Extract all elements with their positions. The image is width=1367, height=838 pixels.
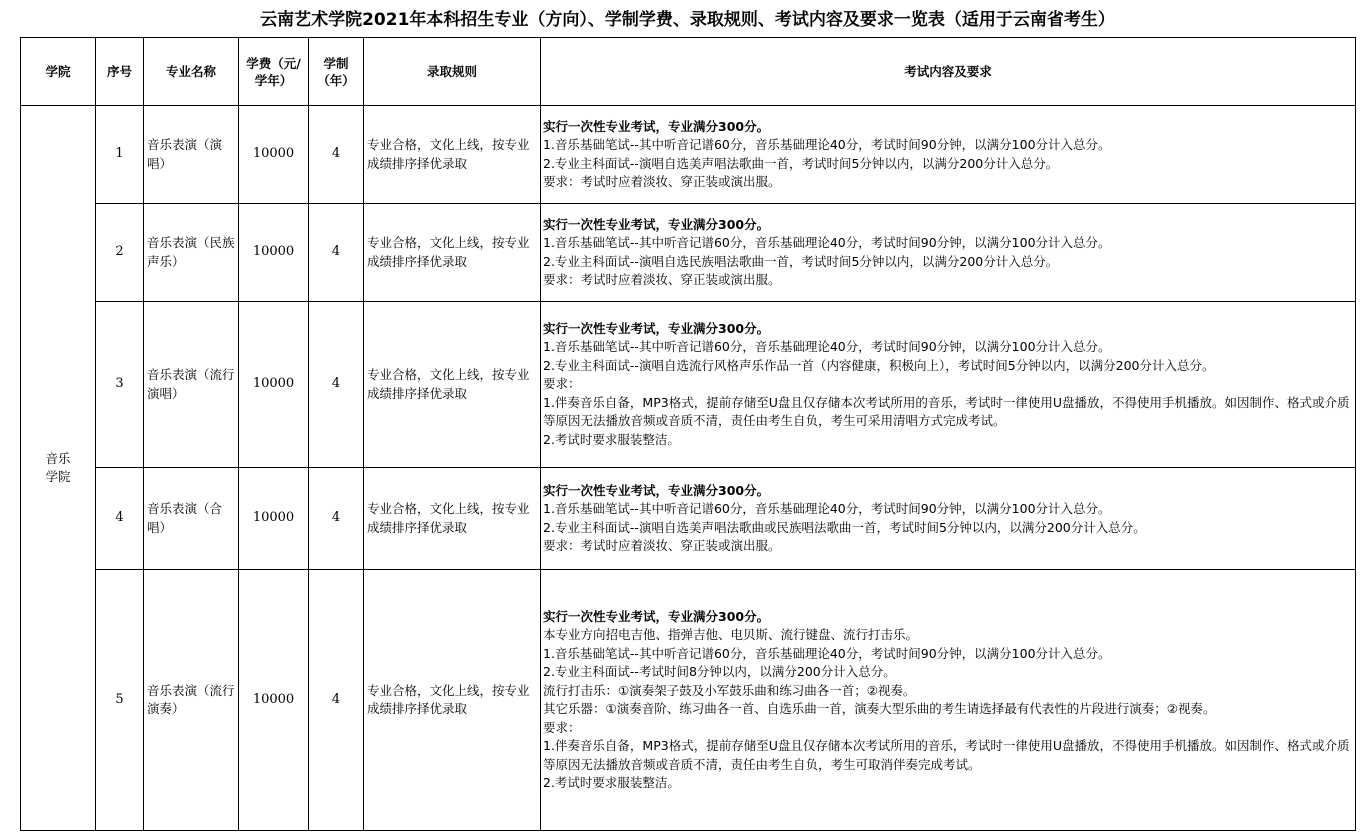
major-cell: 音乐表演（演唱） (144, 106, 239, 204)
requirements-line: 流行打击乐：①演奏架子鼓及小军鼓乐曲和练习曲各一首；②视奏。 (543, 682, 916, 698)
major-cell: 音乐表演（民族声乐） (144, 204, 239, 302)
seq-cell: 5 (96, 570, 144, 831)
requirements-cell (541, 468, 1356, 570)
seq-cell: 1 (96, 106, 144, 204)
requirements-heading: 实行一次性专业考试，专业满分300分。 (543, 118, 770, 134)
requirements-line: 要求： (543, 719, 581, 735)
fee-cell: 10000 (239, 302, 309, 468)
major-cell: 音乐表演（流行演奏） (144, 570, 239, 831)
requirements-line: 1.音乐基础笔试--其中听音记谱60分，音乐基础理论40分，考试时间90分钟，以满分100分计入总分。 (543, 137, 1111, 152)
requirements-line: 2.专业主科面试--考试时间8分钟以内，以满分200分计入总分。 (543, 664, 896, 679)
requirements-line: 2.专业主科面试--演唱自选美声唱法歌曲一首，考试时间5分钟以内，以满分200分计入总分。 (543, 155, 1059, 171)
requirements-line: 2.专业主科面试--演唱自选流行风格声乐作品一首（内容健康，积极向上），考试时间5分钟以内，以满分200分计入总分。 (543, 357, 1215, 373)
rule-cell: 专业合格，文化上线，按专业成绩排序择优录取 (364, 106, 541, 204)
requirements-cell (541, 106, 1356, 204)
years-cell: 4 (309, 302, 364, 468)
document-title: 云南艺术学院2021年本科招生专业（方向）、学制学费、录取规则、考试内容及要求一览表（适用于云南省考生） (260, 10, 1115, 30)
seq-cell: 4 (96, 468, 144, 570)
requirements-cell (541, 570, 1356, 831)
requirements-line: 1.伴奏音乐自备，MP3格式，提前存储至U盘且仅存储本次考试所用的音乐，考试时一律使用U盘播放，不得使用手机播放。如因制作、格式或介质等原因无法播放音频或音质不清，责任由考生自负，考生可采用清唱方式完成考试。 (543, 394, 1350, 429)
fee-cell: 10000 (239, 570, 309, 831)
requirements-line: 1.音乐基础笔试--其中听音记谱60分，音乐基础理论40分，考试时间90分钟，以满分100分计入总分。 (543, 645, 1111, 661)
table-row (21, 570, 1356, 831)
requirements-line: 2.专业主科面试--演唱自选美声唱法歌曲或民族唱法歌曲一首，考试时间5分钟以内，以满分200分计入总分。 (543, 519, 1146, 535)
header-years: 学制（年） (309, 38, 364, 106)
table-row (21, 204, 1356, 302)
table-row (21, 302, 1356, 468)
requirements-cell (541, 302, 1356, 468)
requirements-line: 2.考试时要求服装整洁。 (543, 431, 680, 447)
major-cell: 音乐表演（流行演唱） (144, 302, 239, 468)
requirements-line: 要求：考试时应着淡妆、穿正装或演出服。 (543, 538, 781, 553)
requirements-cell (541, 204, 1356, 302)
requirements-line: 1.音乐基础笔试--其中听音记谱60分，音乐基础理论40分，考试时间90分钟，以满分100分计入总分。 (543, 235, 1111, 250)
fee-cell: 10000 (239, 468, 309, 570)
requirements-line: 要求：考试时应着淡妆、穿正装或演出服。 (543, 272, 781, 287)
requirements-line: 2.考试时要求服装整洁。 (543, 775, 680, 790)
header-fee: 学费（元/学年） (239, 38, 309, 106)
requirements-line: 1.伴奏音乐自备，MP3格式，提前存储至U盘且仅存储本次考试所用的音乐，考试时一律使用U盘播放，不得使用手机播放。如因制作、格式或介质等原因无法播放音频或音质不清，责任由考生自负，考生可取消伴奏完成考试。 (543, 738, 1350, 772)
seq-cell: 3 (96, 302, 144, 468)
years-cell: 4 (309, 468, 364, 570)
requirements-heading: 实行一次性专业考试，专业满分300分。 (543, 482, 770, 498)
requirements-heading: 实行一次性专业考试，专业满分300分。 (543, 608, 770, 624)
requirements-heading: 实行一次性专业考试，专业满分300分。 (543, 320, 770, 336)
requirements-line: 2.专业主科面试--演唱自选民族唱法歌曲一首，考试时间5分钟以内，以满分200分计入总分。 (543, 253, 1059, 269)
rule-cell: 专业合格，文化上线，按专业成绩排序择优录取 (364, 302, 541, 468)
header-rule: 录取规则 (364, 38, 541, 106)
requirements-line: 要求： (543, 376, 581, 392)
header-college: 学院 (21, 38, 96, 106)
header-requirements: 考试内容及要求 (541, 38, 1356, 106)
header-major: 专业名称 (144, 38, 239, 106)
rule-cell: 专业合格，文化上线，按专业成绩排序择优录取 (364, 468, 541, 570)
fee-cell: 10000 (239, 204, 309, 302)
years-cell: 4 (309, 106, 364, 204)
requirements-line: 1.音乐基础笔试--其中听音记谱60分，音乐基础理论40分，考试时间90分钟，以满分100分计入总分。 (543, 501, 1111, 516)
table-row (21, 468, 1356, 570)
years-cell: 4 (309, 204, 364, 302)
table-row (21, 106, 1356, 204)
requirements-heading: 实行一次性专业考试，专业满分300分。 (543, 216, 770, 232)
header-row (21, 38, 1356, 106)
seq-cell: 2 (96, 204, 144, 302)
requirements-line: 其它乐器：①演奏音阶、练习曲各一首、自选乐曲一首，演奏大型乐曲的考生请选择最有代表性的片段进行演奏；②视奏。 (543, 701, 1216, 716)
college-cell: 音乐学院 (21, 106, 96, 831)
requirements-line: 1.音乐基础笔试--其中听音记谱60分，音乐基础理论40分，考试时间90分钟，以满分100分计入总分。 (543, 339, 1111, 355)
rule-cell: 专业合格，文化上线，按专业成绩排序择优录取 (364, 204, 541, 302)
header-seq: 序号 (96, 38, 144, 106)
rule-cell: 专业合格，文化上线，按专业成绩排序择优录取 (364, 570, 541, 831)
years-cell: 4 (309, 570, 364, 831)
requirements-line: 本专业方向招电吉他、指弹吉他、电贝斯、流行键盘、流行打击乐。 (543, 627, 919, 642)
admissions-table (20, 37, 1356, 831)
fee-cell: 10000 (239, 106, 309, 204)
major-cell: 音乐表演（合唱） (144, 468, 239, 570)
requirements-line: 要求：考试时应着淡妆、穿正装或演出服。 (543, 174, 781, 189)
